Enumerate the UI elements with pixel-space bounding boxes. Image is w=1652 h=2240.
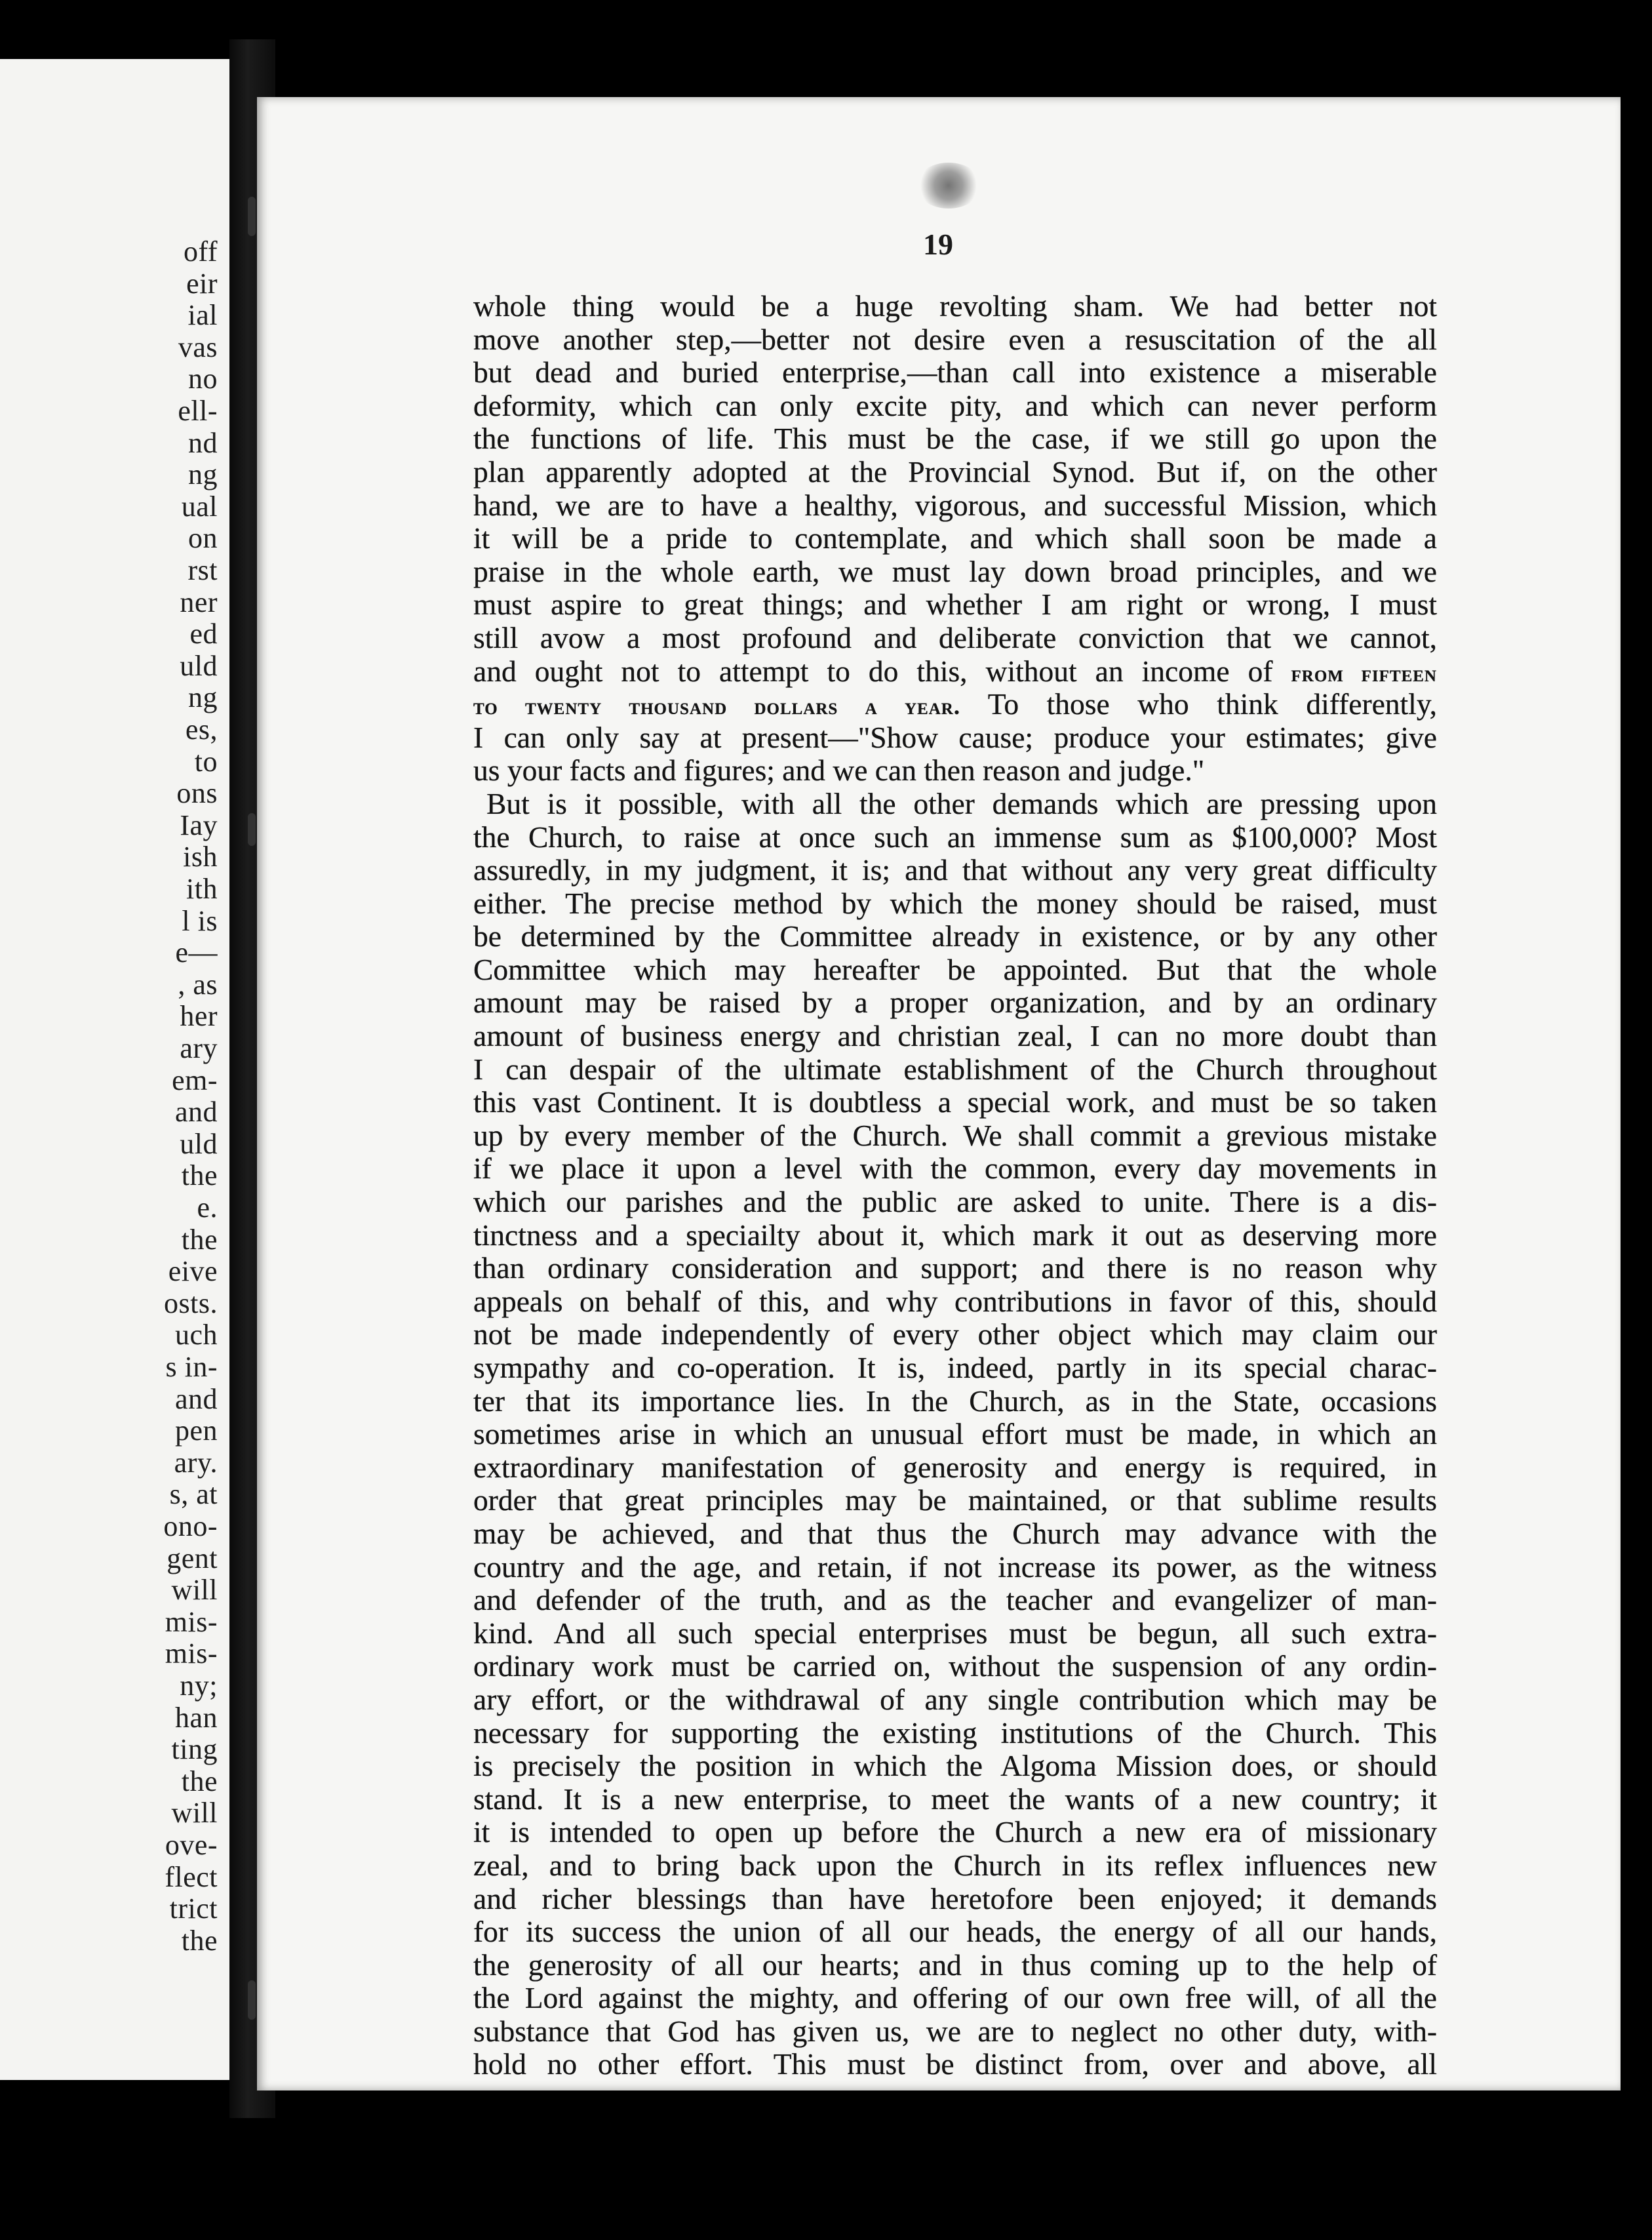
- previous-page-text-fragment: and: [174, 1382, 218, 1415]
- text-line: stand. It is a new enterprise, to meet the wants of a new country; it: [473, 1782, 1437, 1816]
- previous-page-text-fragment: s, at: [169, 1478, 218, 1511]
- previous-page-text-fragment: the: [181, 1159, 218, 1192]
- small-caps-emphasis: from fifteen: [1291, 660, 1437, 687]
- text-line: either. The precise method by which the money should be raised, must: [473, 886, 1437, 920]
- previous-page-text-fragment: pen: [174, 1414, 218, 1447]
- binding-stitch: [248, 813, 256, 846]
- previous-page-text-fragment: rst: [187, 554, 218, 586]
- previous-page-text-fragment: ell-: [178, 395, 218, 427]
- text-line: the Church, to raise at once such an immense sum as $100,000? Most: [473, 820, 1437, 854]
- text-line: kind. And all such special enterprises must be begun, all such extra-: [473, 1616, 1437, 1650]
- text-line: if we place it upon a level with the common, every day movements in: [473, 1151, 1437, 1186]
- previous-page-text-fragment: ith: [186, 873, 218, 905]
- text-line: order that great principles may be maintained, or that sublime results: [473, 1483, 1437, 1517]
- previous-page-text-fragment: nd: [188, 426, 218, 459]
- previous-page-text-fragment: on: [188, 522, 218, 555]
- text-line: sympathy and co-operation. It is, indeed, partly in its special charac-: [473, 1351, 1437, 1384]
- page-number: 19: [923, 228, 953, 261]
- text-line: ary effort, or the withdrawal of any single contribution which may be: [473, 1682, 1437, 1716]
- text-line: plan apparently adopted at the Provincial Synod. But if, on the other: [473, 454, 1437, 489]
- text-line: but dead and buried enterprise,—than call into existence a miserable: [473, 355, 1437, 390]
- page-body-text: [473, 290, 1437, 2081]
- text-line: be determined by the Committee already in existence, or by any other: [473, 919, 1437, 953]
- previous-page-text-fragment: and: [174, 1096, 218, 1129]
- text-line: [473, 688, 1437, 721]
- text-line: amount of business energy and christian zeal, I can no more doubt than: [473, 1019, 1437, 1053]
- text-line: the Lord against the mighty, and offering of our own free will, of all the: [473, 1981, 1437, 2015]
- text-line: the functions of life. This must be the case, if we still go upon the: [473, 422, 1437, 456]
- text-line: extraordinary manifestation of generosity and energy is required, in: [473, 1450, 1437, 1484]
- previous-page-text-fragment: trict: [169, 1892, 218, 1925]
- previous-page-text-fragment: mis-: [165, 1605, 218, 1638]
- previous-page-text-fragment: uch: [174, 1319, 218, 1351]
- previous-page-text-fragment: no: [188, 363, 218, 395]
- previous-page-text-fragment: s in-: [165, 1351, 218, 1383]
- text-line: Committee which may hereafter be appointed. But that the whole: [473, 952, 1437, 986]
- binding-stitch: [248, 197, 256, 236]
- text-line: hand, we are to have a healthy, vigorous, and successful Mission, which: [473, 488, 1437, 522]
- paragraph-2: [473, 788, 1437, 2081]
- text-line: I can only say at present—"Show cause; produce your estimates; give: [473, 720, 1437, 754]
- binding-stitch: [248, 1980, 256, 2020]
- previous-page-text-fragment: ng: [188, 681, 218, 714]
- text-line: praise in the whole earth, we must lay down broad principles, and we: [473, 554, 1437, 588]
- previous-page-text-fragment: the: [181, 1924, 218, 1957]
- previous-page-text-fragment: ial: [187, 299, 218, 332]
- previous-page-text-fragment: ove-: [165, 1829, 218, 1861]
- previous-page-text-fragment: will: [171, 1574, 218, 1607]
- text-line: appeals on behalf of this, and why contributions in favor of this, should: [473, 1284, 1437, 1318]
- previous-page-text-fragment: ng: [188, 458, 218, 491]
- previous-page-text-fragment: to: [194, 745, 218, 778]
- previous-page-text-fragment: ny;: [180, 1670, 218, 1702]
- text-line: for its success the union of all our heads, the energy of all our hands,: [473, 1915, 1437, 1949]
- text-line: ter that its importance lies. In the Church, as in the State, occasions: [473, 1384, 1437, 1418]
- previous-page-text-fragment: ual: [181, 490, 218, 523]
- previous-page-text-fragment: e—: [175, 936, 218, 969]
- previous-page-text-fragment: her: [180, 1000, 218, 1033]
- previous-page-text-fragment: l is: [182, 904, 218, 937]
- previous-page-text-fragment: eir: [186, 267, 218, 300]
- previous-page-text-fragment: will: [171, 1797, 218, 1830]
- text-line: assuredly, in my judgment, it is; and that without any very great difficulty: [473, 853, 1437, 887]
- text-line: But is it possible, with all the other demands which are pressing upon: [486, 786, 1437, 820]
- text-line: country and the age, and retain, if not increase its power, as the witness: [473, 1550, 1437, 1584]
- text-line: up by every member of the Church. We shall commit a grevious mistake: [473, 1118, 1437, 1152]
- text-line: not be made independently of every other object which may claim our: [473, 1317, 1437, 1351]
- previous-page-text-fragment: ner: [180, 586, 218, 618]
- previous-page-text-fragment: ono-: [163, 1510, 218, 1542]
- previous-page-text-fragment: ary: [180, 1032, 218, 1064]
- text-line: tinctness and a speciailty about it, which mark it out as deserving more: [473, 1218, 1437, 1252]
- text-line: which our parishes and the public are asked to unite. There is a dis-: [473, 1185, 1437, 1219]
- previous-page-text-fragment: ting: [171, 1733, 218, 1766]
- text-line: deformity, which can only excite pity, and which can never perform: [473, 388, 1437, 422]
- previous-page-text-fragment: uld: [180, 1127, 218, 1160]
- previous-page-text-fragment: the: [181, 1223, 218, 1256]
- text-line: [473, 655, 1437, 689]
- previous-page-text-fragment: the: [181, 1765, 218, 1797]
- text-line: and richer blessings than have heretofore been enjoyed; it demands: [473, 1881, 1437, 1915]
- previous-page-text-fragment: ary.: [174, 1446, 218, 1479]
- text-line: still avow a most profound and deliberate conviction that we cannot,: [473, 620, 1437, 654]
- previous-page-text-fragment: e.: [197, 1191, 218, 1224]
- text-line: is precisely the position in which the Algoma Mission does, or should: [473, 1749, 1437, 1783]
- text-line: ordinary work must be carried on, without the suspension of any ordin-: [473, 1649, 1437, 1683]
- previous-page-text-fragment: flect: [165, 1860, 218, 1893]
- previous-page-text-fragment: ed: [189, 618, 218, 650]
- text-line: substance that God has given us, we are to neglect no other duty, with-: [473, 2014, 1437, 2048]
- text-line: move another step,—better not desire even a resuscitation of the all: [473, 322, 1437, 356]
- previous-page-text-fragment: Iay: [180, 809, 218, 841]
- text-line: zeal, and to bring back upon the Church in its reflex influences new: [473, 1848, 1437, 1882]
- text-line: it is intended to open up before the Church a new era of missionary: [473, 1815, 1437, 1849]
- text-line: must aspire to great things; and whether I am right or wrong, I must: [473, 588, 1437, 622]
- ink-smudge: [916, 163, 981, 209]
- previous-page-text-fragment: es,: [185, 713, 218, 746]
- previous-page-text-fragment: vas: [178, 330, 218, 363]
- previous-page-text-fragment: , as: [178, 968, 218, 1001]
- text-line: and defender of the truth, and as the teacher and evangelizer of man-: [473, 1583, 1437, 1617]
- previous-page-text-fragment: gent: [167, 1542, 218, 1574]
- previous-page-text-fragment: eive: [168, 1255, 218, 1288]
- text-line: it will be a pride to contemplate, and which shall soon be made a: [473, 521, 1437, 555]
- paragraph-1: [473, 290, 1437, 788]
- previous-page-text-fragment: mis-: [165, 1637, 218, 1670]
- previous-page-text-fragment: han: [174, 1701, 218, 1734]
- previous-page-text-fragment: ons: [176, 777, 218, 810]
- text-line: amount may be raised by a proper organization, and by an ordinary: [473, 986, 1437, 1020]
- text-line: I can despair of the ultimate establishment of the Church throughout: [473, 1052, 1437, 1086]
- text-line: the generosity of all our hearts; and in thus coming up to the help of: [473, 1948, 1437, 1982]
- previous-page-text-fragment: em-: [172, 1064, 218, 1096]
- previous-page-text-fragment: osts.: [164, 1287, 218, 1319]
- text-line: necessary for supporting the existing institutions of the Church. This: [473, 1715, 1437, 1750]
- previous-page-edge: [0, 59, 229, 2080]
- previous-page-text-fragment: ish: [183, 841, 218, 873]
- small-caps-emphasis: to twenty thousand dollars a year.: [473, 693, 960, 720]
- text-segment: and ought not to attempt to do this, without an income of: [473, 654, 1273, 688]
- text-segment: To those who think differently,: [987, 687, 1437, 721]
- text-line: than ordinary consideration and support; and there is no reason why: [473, 1251, 1437, 1285]
- text-line: this vast Continent. It is doubtless a special work, and must be so taken: [473, 1085, 1437, 1119]
- text-line: may be achieved, and that thus the Church may advance with the: [473, 1516, 1437, 1550]
- text-line: whole thing would be a huge revolting sham. We had better not: [473, 289, 1437, 323]
- previous-page-text-fragment: off: [183, 235, 218, 268]
- text-line: us your facts and figures; and we can then reason and judge.": [473, 753, 1205, 788]
- previous-page-text-fragment: uld: [180, 649, 218, 682]
- text-line: sometimes arise in which an unusual effort must be made, in which an: [473, 1417, 1437, 1451]
- text-line: hold no other effort. This must be distinct from, over and above, all: [473, 2047, 1437, 2081]
